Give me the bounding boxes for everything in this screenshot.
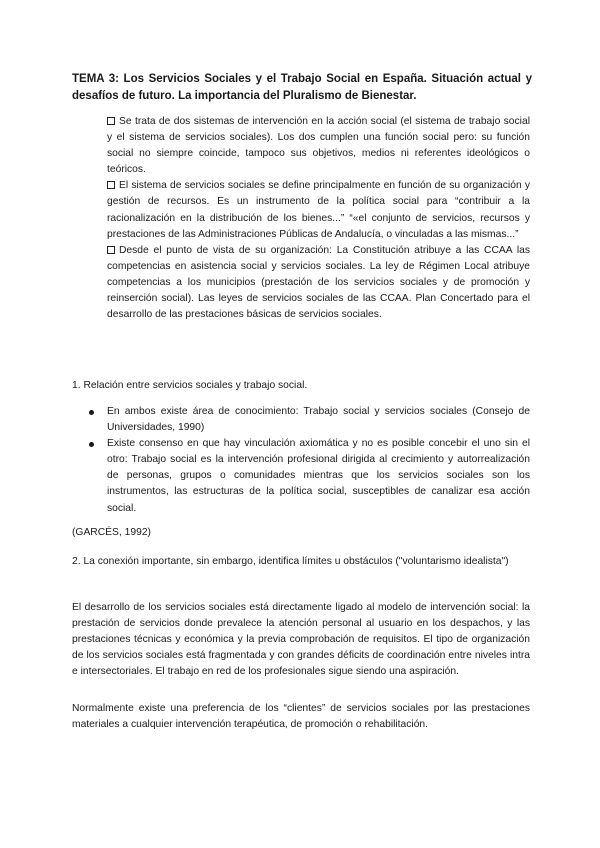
checkbox-icon [107,246,115,254]
intro-item-text: El sistema de servicios sociales se define principalmente en función de su organización y gestión de recursos. Es un instrumento de la política social para “contribuir a la racionalización en la distribución de los bienes...” “«el conjunto de servicios, recursos y prestaciones de las Administraciones Públicas de Andalucía, o vinculadas a las mismas...” [107,180,530,240]
bullet-icon [89,410,94,415]
list-item-text: Existe consenso en que hay vinculación axiomática y no es posible concebir el uno sin el otro: Trabajo social es la intervención profesional dirigida al crecimiento y autorrealización de personas, grupos o comunidades mientras que los servicios sociales son los instrumentos, las estructuras de la política social, susceptibles de canalizar esa acción social. [107,438,530,514]
intro-checklist [107,114,530,323]
body-paragraph: El desarrollo de los servicios sociales está directamente ligado al modelo de intervención social: la prestación de servicios donde prevalece la atención personal al usuario en los despachos, y las prestaciones técnicas y económica y la previa comprobación de requisitos. El tipo de organización de los servicios sociales está fragmentada y con grandes déficits de coordinación entre niveles intra e intersectoriales. El trabajo en red de los profesionales sigue siendo una aspiración. [72,602,530,678]
body-paragraph: Normalmente existe una preferencia de los “clientes” de servicios sociales por las prestaciones materiales a cualquier intervención terapéutica, de promoción o rehabilitación. [72,703,530,731]
intro-item [107,178,530,242]
citation: (GARCÉS, 1992) [72,527,151,538]
intro-item-text: Desde el punto de vista de su organización: La Constitución atribuye a las CCAA las competencias en asistencia social y servicios sociales. La ley de Régimen Local atribuye competencias a los municipios (prestación de los servicios sociales y de promoción y reinserción social). Las leyes de servicios sociales de las CCAA. Plan Concertado para el desarrollo de las prestaciones básicas de servicios sociales. [107,244,530,321]
intro-item [107,114,530,178]
bullet-icon [89,442,94,447]
page-title: TEMA 3: Los Servicios Sociales y el Trabajo Social en España. Situación actual y desafíos de futuro. La importancia del Pluralismo de Bienestar. [72,73,532,102]
intro-item-text: Se trata de dos sistemas de intervención en la acción social (el sistema de trabajo social y el sistema de servicios sociales). Los dos cumplen una función social pero: su función social no siempre coincide, tampoco sus objetivos, medios ni referentes ideológicos o teóricos. [107,116,530,176]
section1-heading: 1. Relación entre servicios sociales y trabajo social. [72,380,308,391]
list-item [72,436,530,516]
checkbox-icon [107,117,115,125]
section2-heading: 2. La conexión importante, sin embargo, identifica límites u obstáculos ("voluntarismo idealista") [72,556,509,567]
list-item-text: En ambos existe área de conocimiento: Trabajo social y servicios sociales (Consejo de Universidades, 1990) [107,406,530,434]
section1-bullet-list [72,404,530,517]
checkbox-icon [107,181,115,189]
list-item [72,404,530,436]
intro-item [107,243,530,323]
